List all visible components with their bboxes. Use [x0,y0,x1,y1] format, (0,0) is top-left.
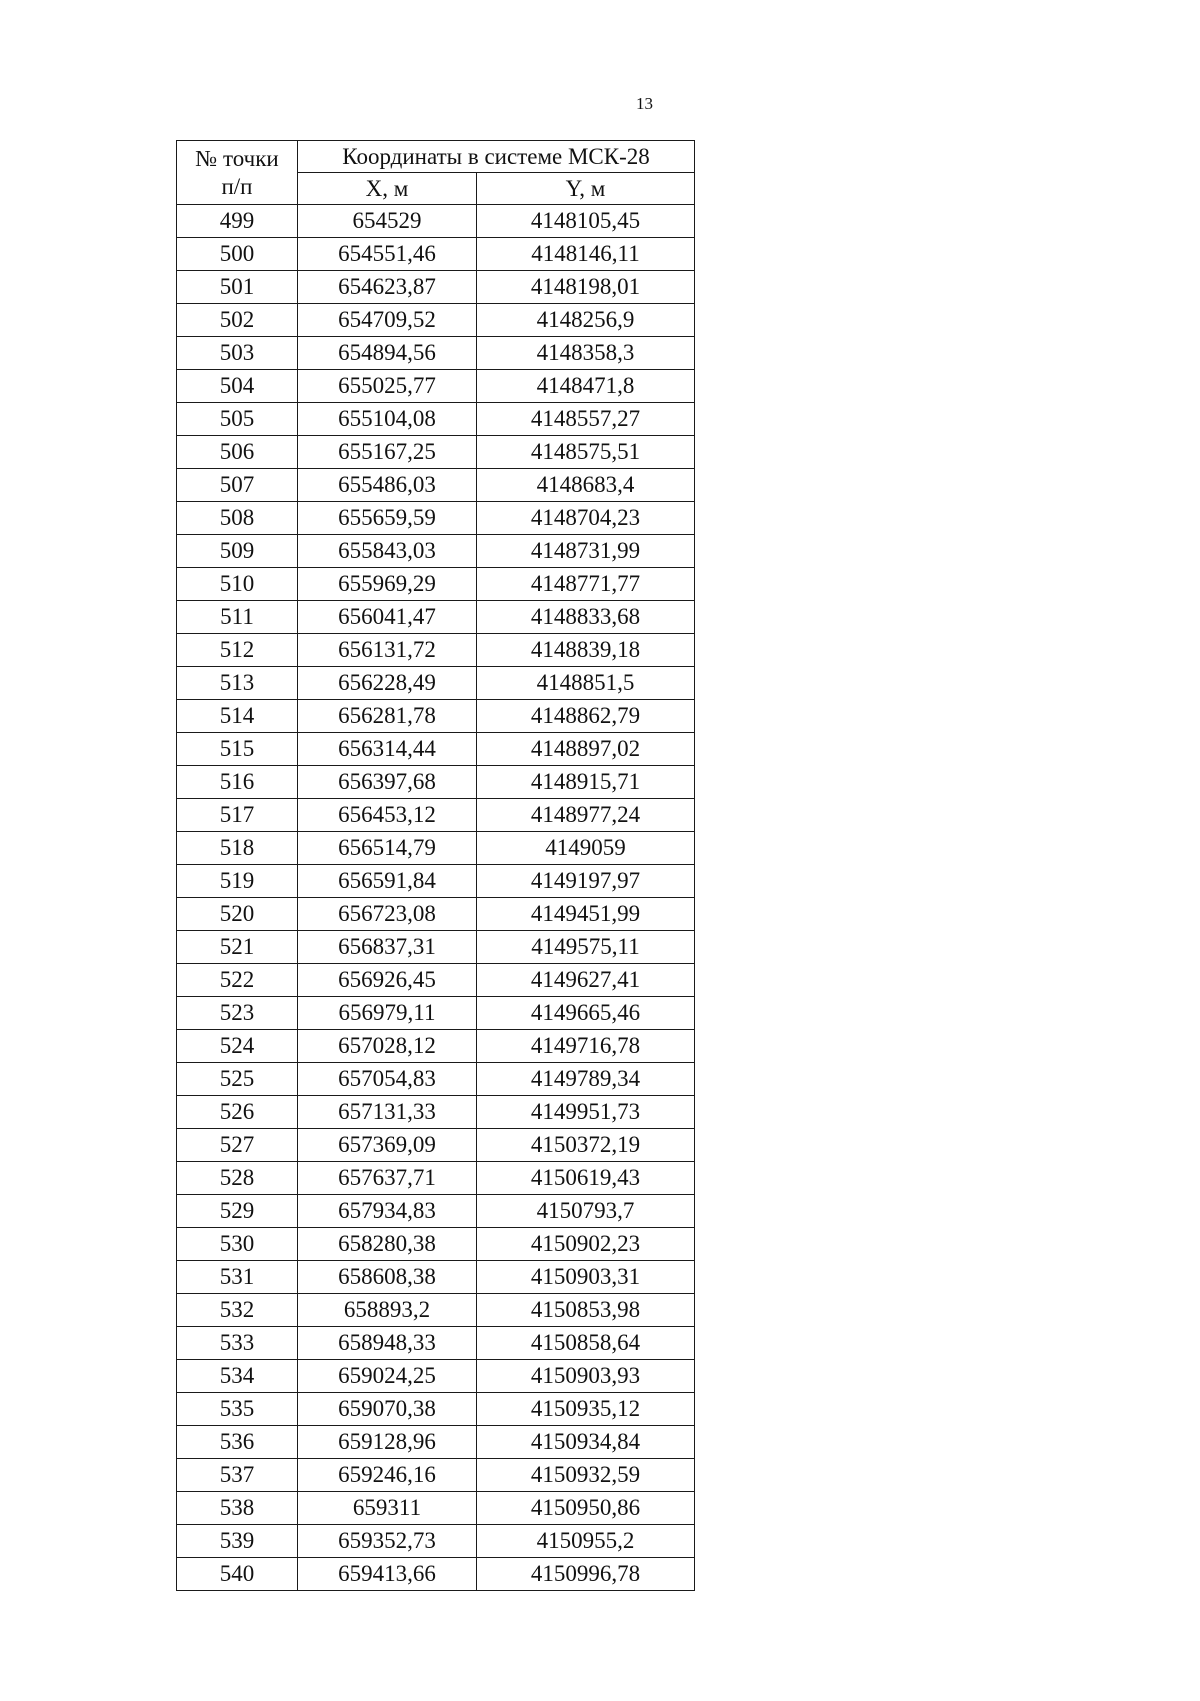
point-number-cell: 533 [177,1327,298,1360]
table-row [177,205,695,238]
x-coordinate-cell: 658608,38 [298,1261,477,1294]
x-coordinate-cell: 659352,73 [298,1525,477,1558]
table-row [177,238,695,271]
table-row [177,436,695,469]
table-row [177,964,695,997]
header-row-1 [177,141,695,173]
point-number-cell: 511 [177,601,298,634]
point-number-cell: 537 [177,1459,298,1492]
coordinates-group-header: Координаты в системе МСК-28 [298,141,695,173]
x-coordinate-cell: 659246,16 [298,1459,477,1492]
table-row [177,1426,695,1459]
point-number-cell: 518 [177,832,298,865]
y-coordinate-cell: 4150903,31 [477,1261,695,1294]
y-coordinate-cell: 4149665,46 [477,997,695,1030]
y-coordinate-cell: 4148771,77 [477,568,695,601]
table-row [177,1393,695,1426]
x-coordinate-cell: 654529 [298,205,477,238]
y-coordinate-cell: 4150934,84 [477,1426,695,1459]
x-coordinate-cell: 656514,79 [298,832,477,865]
table-row [177,865,695,898]
table-row [177,667,695,700]
x-coordinate-cell: 654894,56 [298,337,477,370]
point-number-cell: 517 [177,799,298,832]
point-number-cell: 523 [177,997,298,1030]
point-number-cell: 522 [177,964,298,997]
y-coordinate-cell: 4148146,11 [477,238,695,271]
table-row [177,1162,695,1195]
x-coordinate-cell: 656837,31 [298,931,477,964]
point-number-cell: 534 [177,1360,298,1393]
table-row [177,1525,695,1558]
table-row [177,568,695,601]
point-number-cell: 526 [177,1096,298,1129]
x-coordinate-cell: 655104,08 [298,403,477,436]
x-coordinate-cell: 657369,09 [298,1129,477,1162]
point-number-cell: 524 [177,1030,298,1063]
point-number-cell: 514 [177,700,298,733]
x-coordinate-cell: 658948,33 [298,1327,477,1360]
y-coordinate-cell: 4148862,79 [477,700,695,733]
x-coordinate-cell: 658280,38 [298,1228,477,1261]
y-coordinate-cell: 4148977,24 [477,799,695,832]
point-number-header [177,141,298,205]
table-row [177,700,695,733]
point-number-cell: 528 [177,1162,298,1195]
y-coordinate-cell: 4150858,64 [477,1327,695,1360]
x-coordinate-cell: 657131,33 [298,1096,477,1129]
x-coordinate-cell: 657637,71 [298,1162,477,1195]
x-coordinate-cell: 656979,11 [298,997,477,1030]
y-coordinate-cell: 4150996,78 [477,1558,695,1591]
point-number-cell: 531 [177,1261,298,1294]
point-number-header-line1: № точки [195,145,279,171]
x-coordinate-cell: 654623,87 [298,271,477,304]
table-body [177,205,695,1591]
table-row [177,1459,695,1492]
y-coordinate-cell: 4149197,97 [477,865,695,898]
point-number-cell: 507 [177,469,298,502]
y-coordinate-cell: 4149575,11 [477,931,695,964]
x-coordinate-cell: 654551,46 [298,238,477,271]
point-number-cell: 520 [177,898,298,931]
point-number-cell: 505 [177,403,298,436]
y-coordinate-cell: 4150372,19 [477,1129,695,1162]
y-coordinate-cell: 4150902,23 [477,1228,695,1261]
x-coordinate-cell: 657028,12 [298,1030,477,1063]
table-row [177,601,695,634]
table-row [177,997,695,1030]
table-row [177,1228,695,1261]
x-coordinate-cell: 659311 [298,1492,477,1525]
point-number-cell: 521 [177,931,298,964]
point-number-cell: 508 [177,502,298,535]
y-coordinate-cell: 4149789,34 [477,1063,695,1096]
table-row [177,1360,695,1393]
table-row [177,1129,695,1162]
x-coordinate-cell: 658893,2 [298,1294,477,1327]
table-row [177,733,695,766]
x-coordinate-cell: 656397,68 [298,766,477,799]
point-number-cell: 501 [177,271,298,304]
point-number-cell: 525 [177,1063,298,1096]
table-row [177,799,695,832]
y-coordinate-cell: 4149716,78 [477,1030,695,1063]
coordinates-table [176,140,695,1591]
y-coordinate-cell: 4150619,43 [477,1162,695,1195]
point-number-cell: 509 [177,535,298,568]
point-number-cell: 503 [177,337,298,370]
y-coordinate-cell: 4148915,71 [477,766,695,799]
x-coordinate-cell: 659070,38 [298,1393,477,1426]
table-row [177,535,695,568]
x-coordinate-cell: 659128,96 [298,1426,477,1459]
table-row [177,403,695,436]
table-row [177,1096,695,1129]
point-number-cell: 538 [177,1492,298,1525]
x-coordinate-cell: 656453,12 [298,799,477,832]
y-coordinate-cell: 4148575,51 [477,436,695,469]
table-row [177,1195,695,1228]
y-coordinate-cell: 4148704,23 [477,502,695,535]
x-coordinate-cell: 656131,72 [298,634,477,667]
point-number-cell: 502 [177,304,298,337]
x-coordinate-cell: 654709,52 [298,304,477,337]
x-coordinate-cell: 656926,45 [298,964,477,997]
point-number-cell: 519 [177,865,298,898]
x-coordinate-cell: 656591,84 [298,865,477,898]
x-coordinate-cell: 655025,77 [298,370,477,403]
y-coordinate-cell: 4148198,01 [477,271,695,304]
point-number-cell: 532 [177,1294,298,1327]
y-column-header: Y, м [477,173,695,205]
x-coordinate-cell: 659413,66 [298,1558,477,1591]
table-row [177,1492,695,1525]
table-row [177,370,695,403]
point-number-cell: 530 [177,1228,298,1261]
y-coordinate-cell: 4148897,02 [477,733,695,766]
point-number-cell: 535 [177,1393,298,1426]
y-coordinate-cell: 4148471,8 [477,370,695,403]
y-coordinate-cell: 4149451,99 [477,898,695,931]
table-row [177,832,695,865]
table-row [177,1261,695,1294]
y-coordinate-cell: 4150955,2 [477,1525,695,1558]
x-coordinate-cell: 656723,08 [298,898,477,931]
x-coordinate-cell: 656314,44 [298,733,477,766]
point-number-cell: 529 [177,1195,298,1228]
table-row [177,1030,695,1063]
y-coordinate-cell: 4148833,68 [477,601,695,634]
y-coordinate-cell: 4150853,98 [477,1294,695,1327]
x-coordinate-cell: 657054,83 [298,1063,477,1096]
point-number-cell: 506 [177,436,298,469]
point-number-cell: 515 [177,733,298,766]
y-coordinate-cell: 4150932,59 [477,1459,695,1492]
point-number-header-line2: п/п [221,173,253,199]
table-row [177,766,695,799]
x-coordinate-cell: 657934,83 [298,1195,477,1228]
y-coordinate-cell: 4148683,4 [477,469,695,502]
x-coordinate-cell: 655167,25 [298,436,477,469]
y-coordinate-cell: 4148731,99 [477,535,695,568]
point-number-cell: 504 [177,370,298,403]
y-coordinate-cell: 4149627,41 [477,964,695,997]
y-coordinate-cell: 4148358,3 [477,337,695,370]
y-coordinate-cell: 4148851,5 [477,667,695,700]
point-number-cell: 513 [177,667,298,700]
y-coordinate-cell: 4148256,9 [477,304,695,337]
page-number: 13 [636,94,653,113]
point-number-cell: 500 [177,238,298,271]
table-header [177,141,695,205]
table-row [177,634,695,667]
y-coordinate-cell: 4148557,27 [477,403,695,436]
point-number-cell: 499 [177,205,298,238]
x-coordinate-cell: 655843,03 [298,535,477,568]
table-row [177,898,695,931]
point-number-cell: 527 [177,1129,298,1162]
x-column-header: X, м [298,173,477,205]
x-coordinate-cell: 656281,78 [298,700,477,733]
y-coordinate-cell: 4148839,18 [477,634,695,667]
y-coordinate-cell: 4148105,45 [477,205,695,238]
table-row [177,1294,695,1327]
table-row [177,502,695,535]
y-coordinate-cell: 4150793,7 [477,1195,695,1228]
y-coordinate-cell: 4150903,93 [477,1360,695,1393]
y-coordinate-cell: 4150950,86 [477,1492,695,1525]
x-coordinate-cell: 659024,25 [298,1360,477,1393]
x-coordinate-cell: 655486,03 [298,469,477,502]
point-number-cell: 540 [177,1558,298,1591]
table-row [177,469,695,502]
x-coordinate-cell: 656228,49 [298,667,477,700]
x-coordinate-cell: 655969,29 [298,568,477,601]
point-number-cell: 536 [177,1426,298,1459]
point-number-cell: 510 [177,568,298,601]
point-number-cell: 512 [177,634,298,667]
x-coordinate-cell: 655659,59 [298,502,477,535]
y-coordinate-cell: 4150935,12 [477,1393,695,1426]
y-coordinate-cell: 4149059 [477,832,695,865]
table-row [177,1558,695,1591]
point-number-cell: 516 [177,766,298,799]
table-row [177,337,695,370]
table-row [177,271,695,304]
table-row [177,1063,695,1096]
x-coordinate-cell: 656041,47 [298,601,477,634]
point-number-cell: 539 [177,1525,298,1558]
table-row [177,304,695,337]
y-coordinate-cell: 4149951,73 [477,1096,695,1129]
table-row [177,931,695,964]
table-row [177,1327,695,1360]
